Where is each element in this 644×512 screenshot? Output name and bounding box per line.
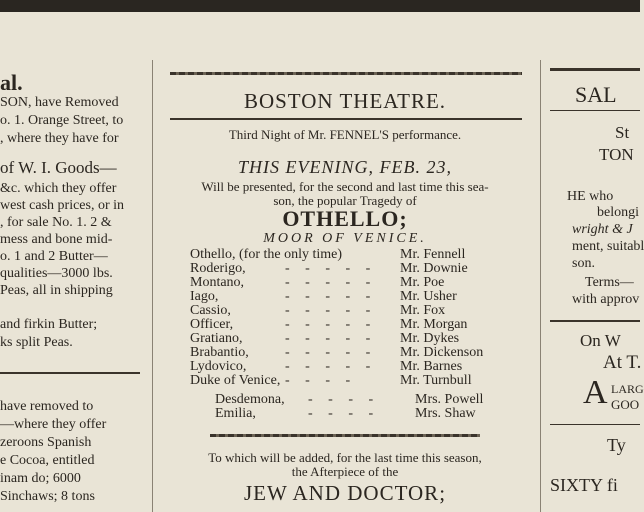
left-line: qualities—3000 lbs. <box>0 266 113 281</box>
right-line: On W <box>580 331 621 350</box>
cast-actor: Mr. Poe <box>400 275 445 290</box>
cast-row <box>150 406 540 422</box>
top-ornamental-rule <box>170 72 522 75</box>
cast-role: Cassio, <box>190 303 231 318</box>
right-line: LARG <box>611 382 644 396</box>
right-line: Ty <box>607 435 626 455</box>
right-line: wright & J <box>572 222 633 237</box>
right-line: with approv <box>572 292 640 307</box>
cast-role: Duke of Venice, <box>190 373 281 388</box>
left-divider <box>0 372 140 374</box>
left-line: e Cocoa, entitled <box>0 453 95 468</box>
cast-actor: Mr. Dykes <box>400 331 460 346</box>
left-line: &c. which they offer <box>0 181 117 196</box>
cast-dots: - - - - - <box>285 289 377 304</box>
title-rule <box>170 118 522 120</box>
cast-actor: Mr. Dickenson <box>400 345 484 360</box>
left-line: o. 1. Orange Street, to <box>0 113 124 128</box>
cast-actor: Mr. Usher <box>400 289 457 304</box>
cast-dots: - - - - - <box>285 345 377 360</box>
theatre-advertisement <box>150 0 540 512</box>
right-line: belongi <box>597 205 639 220</box>
cast-role: Iago, <box>190 289 219 304</box>
left-line: , where they have for <box>0 131 119 146</box>
left-line: mess and bone mid- <box>0 232 113 247</box>
cast-actor: Mr. Barnes <box>400 359 463 374</box>
cast-role: Desdemona, <box>215 392 285 407</box>
cast-role: Officer, <box>190 317 234 332</box>
left-line: Sinchaws; 8 tons <box>0 489 95 504</box>
cast-role: Emilia, <box>215 406 256 421</box>
cast-actor: Mr. Morgan <box>400 317 468 332</box>
cast-actor: Mr. Downie <box>400 261 468 276</box>
cast-role: Montano, <box>190 275 245 290</box>
right-divider <box>550 320 640 322</box>
right-line: HE who <box>567 189 614 204</box>
evening-heading: THIS EVENING, FEB. 23, <box>238 157 452 177</box>
right-top-rule <box>550 68 640 71</box>
afterpiece-line: the Afterpiece of the <box>291 464 399 479</box>
column-rule-right <box>540 60 541 512</box>
cast-dots: - - - - - <box>285 261 377 276</box>
cast-actor: Mr. Turnbull <box>400 373 472 388</box>
cast-dots: - - - - <box>308 392 380 407</box>
right-column <box>545 0 644 512</box>
left-line: inam do; 6000 <box>0 471 81 486</box>
cast-dots: - - - - - <box>285 331 377 346</box>
cast-dots: - - - - <box>308 406 380 421</box>
left-line: and firkin Butter; <box>0 317 98 332</box>
play-title: OTHELLO; <box>282 206 408 231</box>
right-line: ment, suitabl <box>572 239 644 254</box>
left-line: SON, have Removed <box>0 95 119 110</box>
right-line: St <box>615 123 630 142</box>
left-line: zeroons Spanish <box>0 435 92 450</box>
right-line: At T. <box>603 352 642 373</box>
cast-dots: - - - - - <box>285 359 377 374</box>
cast-actor: Mrs. Powell <box>415 392 484 407</box>
right-line: GOO <box>611 397 640 412</box>
left-heading: al. <box>0 70 23 95</box>
theatre-title: BOSTON THEATRE. <box>243 89 447 113</box>
right-rule <box>550 110 640 111</box>
bottom-ornamental-rule <box>210 434 480 437</box>
left-line: west cash prices, or in <box>0 198 125 213</box>
right-dropcap: A <box>583 374 608 411</box>
left-line: o. 1 and 2 Butter— <box>0 249 108 264</box>
left-line: , for sale No. 1. 2 & <box>0 215 112 230</box>
performance-subtitle: Third Night of Mr. FENNEL'S performance. <box>228 127 462 142</box>
cast-role: Gratiano, <box>190 331 243 346</box>
left-column <box>0 0 150 512</box>
play-subtitle: MOOR OF VENICE. <box>263 231 427 246</box>
cast-actor: Mr. Fennell <box>400 247 466 262</box>
right-heading: SAL <box>575 82 617 107</box>
cast-actor: Mr. Fox <box>400 303 446 318</box>
left-line: ks split Peas. <box>0 335 73 350</box>
left-line: —where they offer <box>0 417 107 432</box>
left-subheading: of W. I. Goods— <box>0 158 117 177</box>
cast-dots: - - - - - <box>285 317 377 332</box>
right-rule <box>550 424 640 425</box>
cast-actor: Mrs. Shaw <box>415 406 476 421</box>
cast-role: Brabantio, <box>190 345 249 360</box>
cast-dots: - - - - <box>285 373 357 388</box>
afterpiece-line: To which will be added, for the last time this season, <box>208 450 482 465</box>
afterpiece-title: JEW AND DOCTOR; <box>243 481 447 505</box>
presented-line: Will be presented, for the second and last time this sea- <box>201 179 489 194</box>
cast-dots: - - - - - <box>285 275 377 290</box>
presented-line: son, the popular Tragedy of <box>273 193 417 208</box>
right-line: Terms— <box>585 275 634 290</box>
cast-dots: - - - - - <box>285 303 377 318</box>
left-line: have removed to <box>0 399 94 414</box>
cast-role: Roderigo, <box>190 261 246 276</box>
left-line: Peas, all in shipping <box>0 283 113 298</box>
right-line: TON <box>599 145 634 164</box>
cast-role: Lydovico, <box>190 359 247 374</box>
right-line: SIXTY fi <box>550 475 618 495</box>
cast-role: Othello, (for the only time) <box>190 247 343 262</box>
right-line: son. <box>572 256 595 271</box>
cast-row <box>150 373 540 389</box>
